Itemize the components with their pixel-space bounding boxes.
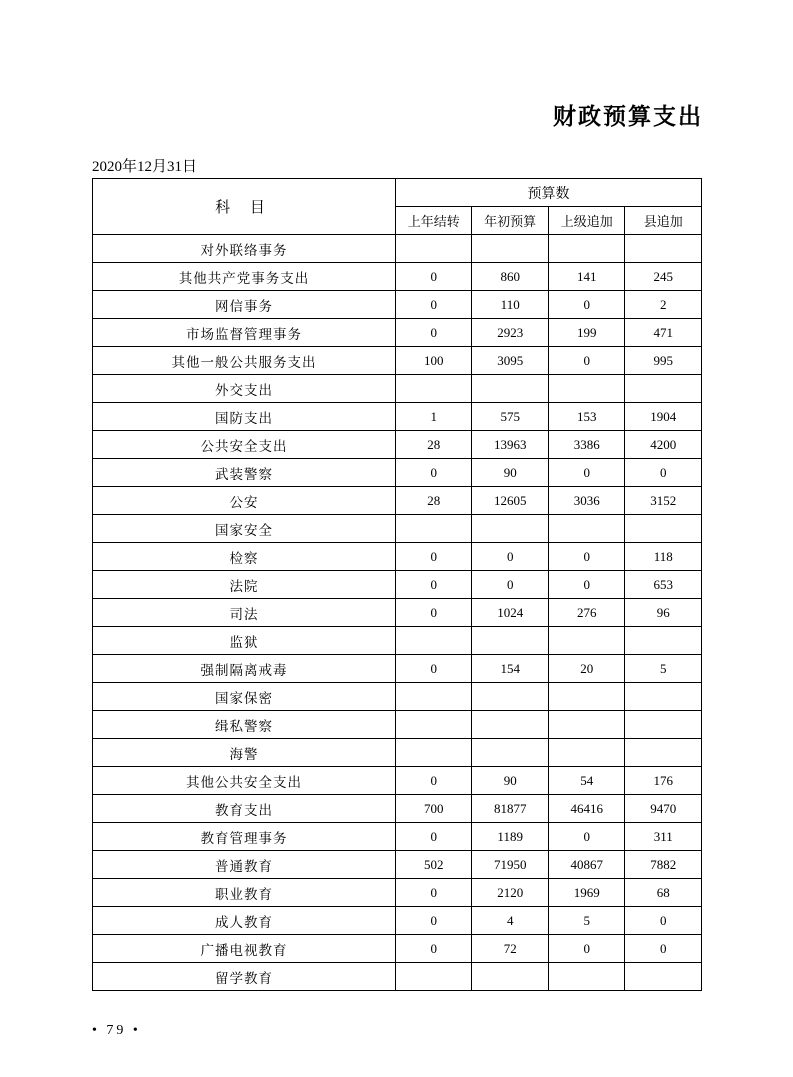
cell-value: 4 bbox=[472, 907, 549, 935]
cell-value: 0 bbox=[396, 907, 472, 935]
cell-subject: 法院 bbox=[93, 571, 396, 599]
cell-value: 12605 bbox=[472, 487, 549, 515]
cell-value: 0 bbox=[625, 907, 702, 935]
cell-value: 13963 bbox=[472, 431, 549, 459]
table-row bbox=[93, 879, 702, 907]
cell-value: 3095 bbox=[472, 347, 549, 375]
cell-value: 28 bbox=[396, 487, 472, 515]
cell-value bbox=[472, 515, 549, 543]
cell-value: 1189 bbox=[472, 823, 549, 851]
cell-value: 4200 bbox=[625, 431, 702, 459]
cell-value bbox=[625, 963, 702, 991]
table-row bbox=[93, 851, 702, 879]
cell-value: 0 bbox=[548, 543, 625, 571]
cell-value: 9470 bbox=[625, 795, 702, 823]
table-row bbox=[93, 599, 702, 627]
cell-value bbox=[548, 375, 625, 403]
table-row bbox=[93, 907, 702, 935]
cell-value: 40867 bbox=[548, 851, 625, 879]
table-row bbox=[93, 543, 702, 571]
cell-value: 2120 bbox=[472, 879, 549, 907]
cell-subject: 网信事务 bbox=[93, 291, 396, 319]
table-row bbox=[93, 683, 702, 711]
cell-value bbox=[548, 711, 625, 739]
cell-value: 3152 bbox=[625, 487, 702, 515]
cell-value: 0 bbox=[548, 823, 625, 851]
page-number: • 79 • bbox=[92, 1023, 141, 1038]
cell-value: 0 bbox=[396, 655, 472, 683]
cell-value: 71950 bbox=[472, 851, 549, 879]
cell-value bbox=[472, 711, 549, 739]
table-row bbox=[93, 263, 702, 291]
cell-value: 0 bbox=[548, 291, 625, 319]
cell-value: 90 bbox=[472, 767, 549, 795]
cell-value: 68 bbox=[625, 879, 702, 907]
cell-subject: 海警 bbox=[93, 739, 396, 767]
cell-value: 0 bbox=[396, 571, 472, 599]
table-row bbox=[93, 823, 702, 851]
cell-value: 5 bbox=[625, 655, 702, 683]
cell-value: 0 bbox=[396, 291, 472, 319]
cell-value: 110 bbox=[472, 291, 549, 319]
cell-value: 700 bbox=[396, 795, 472, 823]
cell-value: 1969 bbox=[548, 879, 625, 907]
cell-value: 995 bbox=[625, 347, 702, 375]
cell-value: 276 bbox=[548, 599, 625, 627]
table-row bbox=[93, 795, 702, 823]
cell-value bbox=[472, 739, 549, 767]
cell-subject: 国家安全 bbox=[93, 515, 396, 543]
cell-value bbox=[625, 235, 702, 263]
cell-value: 245 bbox=[625, 263, 702, 291]
cell-value: 0 bbox=[472, 571, 549, 599]
cell-value bbox=[396, 375, 472, 403]
table-row bbox=[93, 711, 702, 739]
cell-value bbox=[396, 627, 472, 655]
cell-value: 0 bbox=[396, 543, 472, 571]
cell-value: 100 bbox=[396, 347, 472, 375]
cell-value: 1 bbox=[396, 403, 472, 431]
cell-value bbox=[548, 235, 625, 263]
table-header bbox=[93, 179, 702, 235]
cell-value: 141 bbox=[548, 263, 625, 291]
cell-value bbox=[396, 235, 472, 263]
table-row bbox=[93, 963, 702, 991]
cell-value: 0 bbox=[548, 459, 625, 487]
cell-value bbox=[548, 627, 625, 655]
cell-value: 502 bbox=[396, 851, 472, 879]
cell-value: 0 bbox=[548, 347, 625, 375]
cell-subject: 国家保密 bbox=[93, 683, 396, 711]
table-row bbox=[93, 347, 702, 375]
cell-value bbox=[472, 235, 549, 263]
cell-subject: 其他共产党事务支出 bbox=[93, 263, 396, 291]
cell-value: 199 bbox=[548, 319, 625, 347]
cell-value bbox=[548, 963, 625, 991]
cell-value: 0 bbox=[548, 935, 625, 963]
table-row bbox=[93, 487, 702, 515]
column-header-budget-group: 预算数 bbox=[396, 179, 702, 207]
column-header-initial-budget: 年初预算 bbox=[472, 207, 549, 235]
cell-subject: 公共安全支出 bbox=[93, 431, 396, 459]
cell-value: 860 bbox=[472, 263, 549, 291]
cell-subject: 公安 bbox=[93, 487, 396, 515]
table-row bbox=[93, 767, 702, 795]
cell-subject: 对外联络事务 bbox=[93, 235, 396, 263]
cell-value: 3386 bbox=[548, 431, 625, 459]
cell-value: 90 bbox=[472, 459, 549, 487]
table-row bbox=[93, 235, 702, 263]
table-row bbox=[93, 655, 702, 683]
cell-value: 20 bbox=[548, 655, 625, 683]
cell-value: 28 bbox=[396, 431, 472, 459]
cell-value: 81877 bbox=[472, 795, 549, 823]
cell-subject: 成人教育 bbox=[93, 907, 396, 935]
table-row bbox=[93, 627, 702, 655]
cell-subject: 市场监督管理事务 bbox=[93, 319, 396, 347]
cell-value: 653 bbox=[625, 571, 702, 599]
cell-value: 118 bbox=[625, 543, 702, 571]
cell-value: 0 bbox=[396, 767, 472, 795]
cell-subject: 职业教育 bbox=[93, 879, 396, 907]
cell-value: 3036 bbox=[548, 487, 625, 515]
column-header-subject: 科 目 bbox=[93, 179, 396, 235]
cell-value: 72 bbox=[472, 935, 549, 963]
page-title: 财政预算支出 bbox=[553, 104, 703, 129]
cell-value bbox=[396, 683, 472, 711]
table-row bbox=[93, 403, 702, 431]
cell-value bbox=[472, 963, 549, 991]
cell-value: 1024 bbox=[472, 599, 549, 627]
cell-value bbox=[396, 739, 472, 767]
cell-value: 96 bbox=[625, 599, 702, 627]
table-row bbox=[93, 291, 702, 319]
table-body bbox=[93, 235, 702, 991]
cell-value bbox=[625, 683, 702, 711]
cell-value: 0 bbox=[472, 543, 549, 571]
header-row-top bbox=[93, 179, 702, 207]
cell-value bbox=[625, 739, 702, 767]
cell-value bbox=[396, 711, 472, 739]
cell-subject: 强制隔离戒毒 bbox=[93, 655, 396, 683]
table-row bbox=[93, 431, 702, 459]
cell-subject: 其他公共安全支出 bbox=[93, 767, 396, 795]
cell-subject: 普通教育 bbox=[93, 851, 396, 879]
cell-value: 0 bbox=[625, 935, 702, 963]
cell-value: 0 bbox=[625, 459, 702, 487]
cell-value bbox=[625, 711, 702, 739]
cell-value: 1904 bbox=[625, 403, 702, 431]
cell-value: 0 bbox=[396, 319, 472, 347]
cell-subject: 缉私警察 bbox=[93, 711, 396, 739]
cell-value: 0 bbox=[396, 459, 472, 487]
cell-value bbox=[548, 515, 625, 543]
cell-value: 0 bbox=[548, 571, 625, 599]
column-header-superior-addition: 上级追加 bbox=[548, 207, 625, 235]
column-header-county-addition: 县追加 bbox=[625, 207, 702, 235]
budget-table bbox=[92, 178, 702, 991]
cell-value bbox=[625, 515, 702, 543]
cell-value: 0 bbox=[396, 879, 472, 907]
cell-value: 0 bbox=[396, 599, 472, 627]
cell-value: 2 bbox=[625, 291, 702, 319]
cell-value bbox=[548, 683, 625, 711]
cell-value bbox=[625, 375, 702, 403]
cell-value: 0 bbox=[396, 823, 472, 851]
cell-subject: 教育管理事务 bbox=[93, 823, 396, 851]
table-row bbox=[93, 375, 702, 403]
cell-value: 176 bbox=[625, 767, 702, 795]
cell-value bbox=[472, 683, 549, 711]
cell-value bbox=[625, 627, 702, 655]
table-row bbox=[93, 459, 702, 487]
cell-value: 575 bbox=[472, 403, 549, 431]
cell-subject: 检察 bbox=[93, 543, 396, 571]
cell-value bbox=[472, 375, 549, 403]
cell-subject: 广播电视教育 bbox=[93, 935, 396, 963]
table-row bbox=[93, 935, 702, 963]
cell-subject: 其他一般公共服务支出 bbox=[93, 347, 396, 375]
cell-subject: 留学教育 bbox=[93, 963, 396, 991]
cell-value: 0 bbox=[396, 935, 472, 963]
table-row bbox=[93, 515, 702, 543]
table-row bbox=[93, 739, 702, 767]
cell-subject: 外交支出 bbox=[93, 375, 396, 403]
cell-subject: 武装警察 bbox=[93, 459, 396, 487]
cell-value: 54 bbox=[548, 767, 625, 795]
cell-value: 0 bbox=[396, 263, 472, 291]
cell-value: 46416 bbox=[548, 795, 625, 823]
cell-value: 154 bbox=[472, 655, 549, 683]
cell-value: 471 bbox=[625, 319, 702, 347]
cell-value bbox=[396, 963, 472, 991]
cell-value: 5 bbox=[548, 907, 625, 935]
report-date: 2020年12月31日 bbox=[92, 159, 198, 175]
cell-value bbox=[472, 627, 549, 655]
cell-value: 2923 bbox=[472, 319, 549, 347]
cell-value bbox=[548, 739, 625, 767]
table-row bbox=[93, 571, 702, 599]
cell-subject: 国防支出 bbox=[93, 403, 396, 431]
cell-value: 311 bbox=[625, 823, 702, 851]
table-row bbox=[93, 319, 702, 347]
cell-value bbox=[396, 515, 472, 543]
cell-value: 7882 bbox=[625, 851, 702, 879]
cell-value: 153 bbox=[548, 403, 625, 431]
cell-subject: 监狱 bbox=[93, 627, 396, 655]
cell-subject: 教育支出 bbox=[93, 795, 396, 823]
column-header-carryover: 上年结转 bbox=[396, 207, 472, 235]
cell-subject: 司法 bbox=[93, 599, 396, 627]
